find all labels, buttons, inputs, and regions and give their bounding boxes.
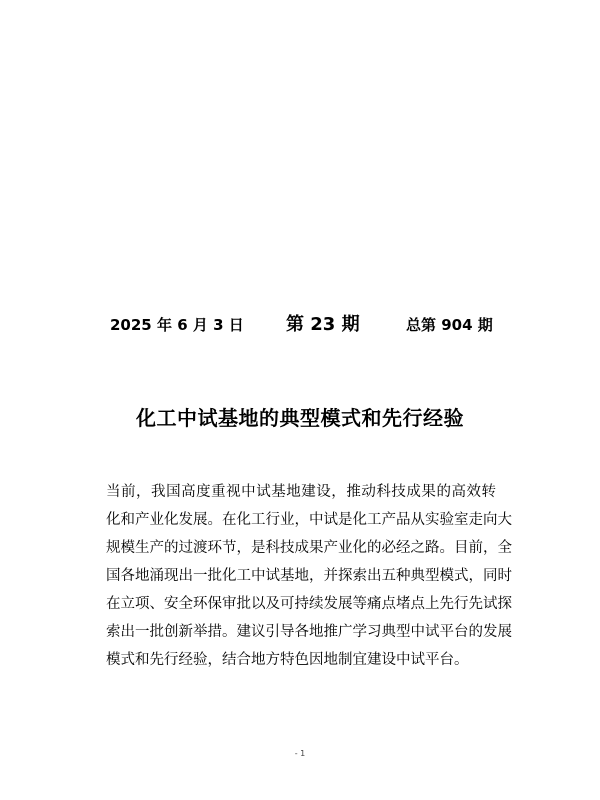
body-line: 当前，我国高度重视中试基地建设，推动科技成果的高效转 <box>106 484 496 500</box>
body-line: 在立项、安全环保审批以及可持续发展等痛点堵点上先行先试探 <box>106 596 512 612</box>
body-line: 索出一批创新举措。建议引导各地推广学习典型中试平台的发展 <box>106 624 512 640</box>
body-line: 规模生产的过渡环节，是科技成果产业化的必经之路。目前，全 <box>106 540 512 556</box>
issue-date: 2025 年 6 月 3 日 <box>110 316 244 334</box>
article-title: 化工中试基地的典型模式和先行经验 <box>136 406 464 430</box>
body-line: 国各地涌现出一批化工中试基地，并探索出五种典型模式，同时 <box>106 568 512 584</box>
body-line: 模式和先行经验，结合地方特色因地制宜建设中试平台。 <box>106 652 469 668</box>
issue-total-number: 总第 904 期 <box>406 316 493 334</box>
body-line: 化和产业化发展。在化工行业，中试是化工产品从实验室走向大 <box>106 512 512 528</box>
issue-header <box>0 308 600 338</box>
issue-number: 第 23 期 <box>286 314 360 335</box>
article-body <box>106 478 512 674</box>
page-number: - 1 <box>294 749 306 758</box>
